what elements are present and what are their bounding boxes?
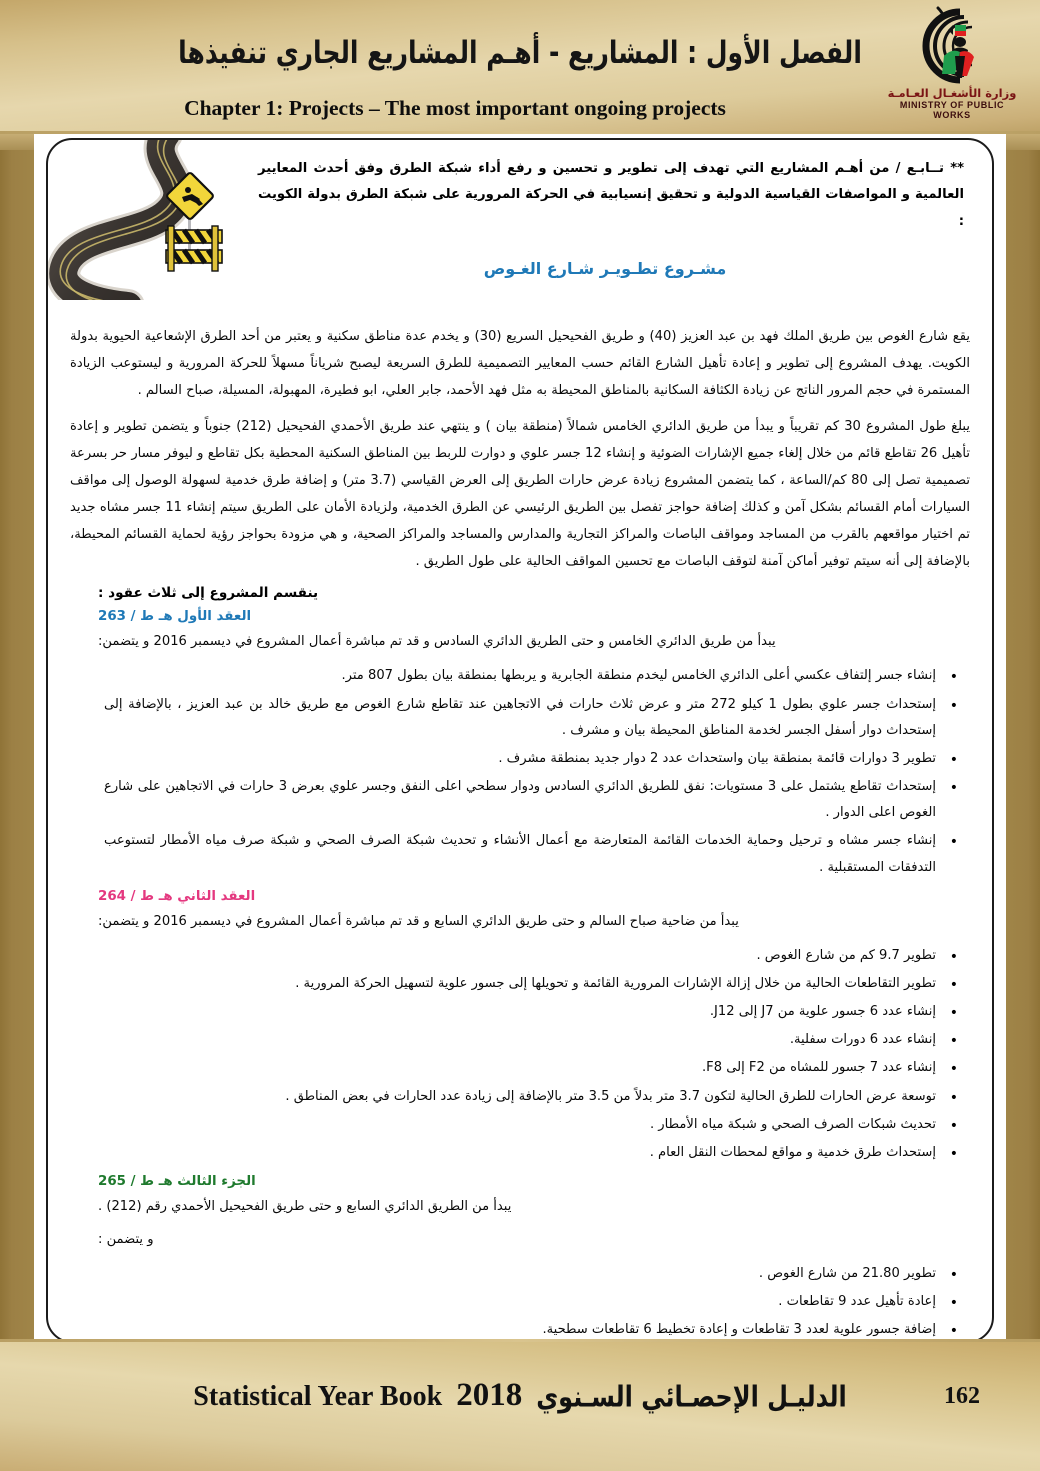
footer-title-arabic: الدليـل الإحصـائي السـنوي <box>536 1380 847 1414</box>
contract-heading-3: الجزء الثالث هـ ط / 265 <box>98 1174 256 1190</box>
content-card <box>46 138 994 1343</box>
list-item: • إنشاء عدد 7 جسور للمشاه من F2 إلى F8. <box>70 1055 970 1081</box>
list-item: • تطوير التقاطعات الحالية من خلال إزالة الإشارات المرورية القائمة و تحويلها إلى جسور علوية لتسهيل الحركة المرورية . <box>70 971 970 997</box>
list-item: • إستحداث طرق خدمية و مواقع لمحطات النقل العام . <box>70 1140 970 1166</box>
list-item: • إنشاء جسر إلتفاف عكسي أعلى الدائري الخامس ليخدم منطقة الجابرية و يربطها بمنطقة بيان بطول 807 متر. <box>70 663 970 689</box>
contract-lead-2: يبدأ من ضاحية صباح السالم و حتى طريق الدائري السابع و قد تم مباشرة أعمال المشروع في ديسمبر 2016 و يتضمن: <box>98 913 739 929</box>
ministry-name-arabic: وزارة الأشغـال العـامـة <box>887 86 1017 100</box>
list-item: • توسعة عرض الحارات للطرق الحالية لتكون 3.7 متر بدلاً من 3.5 متر بالإضافة إلى زيادة عدد الحارات في بعض المناطق . <box>70 1084 970 1110</box>
page-header-band <box>0 0 1040 134</box>
footer-title-english: Statistical Year Book <box>193 1381 443 1412</box>
chapter-title-arabic: الفصل الأول : المشاريع - أهـم المشاريع الجاري تنفيذها <box>178 34 862 71</box>
intro-paragraph: ** تــابـع / من أهـم المشاريع التي تهدف إلى تطوير و تحسين و رفع أداء شبكة الطرق وفق أحدث المعايير العالمية و المواصفات القياسية الدولية و تحقيق إنسيابية في الحركة المرورية على شبكة الطرق بدولة الكويت : <box>258 161 964 229</box>
list-item: • تطوير 9.7 كم من شارع الغوص . <box>70 943 970 969</box>
winding-road-icon <box>48 140 234 300</box>
list-item: • إستحداث جسر علوي بطول 1 كيلو 272 متر و عرض ثلاث حارات في الاتجاهين عند تقاطع شارع الغوص مع طريق خالد بن عبد العزيز ، بالإضافة إلى إستحداث دوار أسفل الجسر لخدمة المناطق المحيطة بيان و مشرف . <box>70 692 970 744</box>
page-number: 162 <box>944 1383 980 1409</box>
list-item: • إضافة جسور علوية لعدد 3 تقاطعات و إعادة تخطيط 6 تقاطعات سطحية. <box>70 1317 970 1343</box>
contracts-divider-heading: ينقسم المشروع إلى ثلاث عقود : <box>98 585 319 602</box>
list-item: • إعادة تأهيل عدد 9 تقاطعات . <box>70 1289 970 1315</box>
ministry-logo-icon <box>882 6 1022 86</box>
intro-block <box>48 140 992 306</box>
chapter-title-english: Chapter 1: Projects – The most important ongoing projects <box>184 96 726 120</box>
left-margin-band <box>0 134 34 1339</box>
project-title: مشـروع تطـويـر شـارع الغـوص <box>483 259 727 279</box>
paragraph-1: يقع شارع الغوص بين طريق الملك فهد بن عبد العزيز (40) و طريق الفحيحيل السريع (30) و يخدم عدة مناطق سكنية و يعتبر من أحد الطرق الإشعاعية الحيوية بدولة الكويت. يهدف المشروع إلى تطوير و إعادة تأهيل الشارع القائم حسب المعايير التصميمية للطرق السريعة ليصبح شرياناً مسهلاً للحركة المرورية و ليستوعب الزيادة المستمرة في حجم المرور الناتج عن زيادة الكثافة السكانية بالمناطق المحيطة به مثل فهد الأحمد، جابر العلي، ابو فطيرة، المهبولة، المسيلة، صباح السالم . <box>70 329 970 398</box>
contract-lead-1: يبدأ من طريق الدائري الخامس و حتى الطريق الدائري السادس و قد تم مباشرة أعمال المشروع في ديسمبر 2016 و يتضمن: <box>98 634 776 650</box>
contract-heading-1: العقد الأول هـ ط / 263 <box>98 609 252 625</box>
list-item: • إنشاء عدد 6 دورات سفلية. <box>70 1027 970 1053</box>
body-content <box>48 306 992 1343</box>
footer-year: 2018 <box>456 1377 523 1413</box>
contract-heading-2: العقد الثاني هـ ط / 264 <box>98 888 256 904</box>
contract-lead-3b: و يتضمن : <box>98 1232 154 1248</box>
page-footer-band <box>0 1339 1040 1471</box>
list-item: • إستحداث تقاطع يشتمل على 3 مستويات: نفق للطريق الدائري السادس ودوار سطحي اعلى النفق وجسر علوي بعرض 3 حارات في الاتجاهين على شارع الغوص اعلى الدوار . <box>70 774 970 826</box>
right-margin-band <box>1006 134 1040 1339</box>
footer-title-group <box>0 1377 1040 1414</box>
list-item: • إنشاء جسر مشاه و ترحيل وحماية الخدمات القائمة المتعارضة مع أعمال الأنشاء و تحديث شبكة الصرف الصحي و شبكة صرف مياه الأمطار لتستوعب التدفقات المستقبلية . <box>70 828 970 880</box>
ministry-logo <box>882 6 1022 130</box>
contract-items-2 <box>70 943 970 1167</box>
paragraph-2: يبلغ طول المشروع 30 كم تقريباً و يبدأ من طريق الدائري الخامس شمالاً (منطقة بيان ) و ينتهي عند طريق الأحمدي الفحيحيل (212) جنوباً و يتضمن تطوير و إعادة تأهيل 26 تقاطع قائم من خلال إلغاء جميع الإشارات الضوئية و إنشاء 12 جسر علوي و دوارت للربط بين المناطق السكنية المحطية بكل تقاطع و ليوفر مسار حر بسرعة تصميمية تصل إلى 80 كم/الساعة ، كما يتضمن المشروع زيادة عرض حارات الطريق إلى العرض القياسي (3.7 متر) و إضافة طرق خدمية لسهولة الوصول إلى مواقف السيارات أمام القسائم بشكل آمن و كذلك إضافة حواجز تفصل بين الطريق الرئيسي عن الطرق الخدمية، ولزيادة الأمان على الطريق سيتم إنشاء 11 جسر مشاه جديد تم اختيار مواقعهم بالقرب من المساجد ومواقف الباصات والمراكز التجارية والمدارس والمساجد والمراكز الصحية، و هي مزودة بحواجز رؤية لحماية القسائم المحيطة، بالإضافة إلى أنه سيتم توفير أماكن آمنة لتوقف الباصات مع تحسين المواقف الحالية على طول الطريق . <box>70 419 971 569</box>
list-item: • تحديث شبكات الصرف الصحي و شبكة مياه الأمطار . <box>70 1112 970 1138</box>
contract-items-3 <box>70 1261 970 1343</box>
contract-lead-3: يبدأ من الطريق الدائري السابع و حتى طريق الفحيحيل الأحمدي رقم (212) . <box>98 1199 512 1215</box>
list-item: • إنشاء عدد 6 جسور علوية من J7 إلى J12. <box>70 999 970 1025</box>
contract-items-1 <box>70 663 970 881</box>
list-item: • تطوير 3 دوارات قائمة بمنطقة بيان واستحداث عدد 2 دوار جديد بمنطقة مشرف . <box>70 746 970 772</box>
list-item: • تطوير 21.80 من شارع الغوص . <box>70 1261 970 1287</box>
ministry-name-english: MINISTRY OF PUBLIC WORKS <box>899 100 1005 121</box>
